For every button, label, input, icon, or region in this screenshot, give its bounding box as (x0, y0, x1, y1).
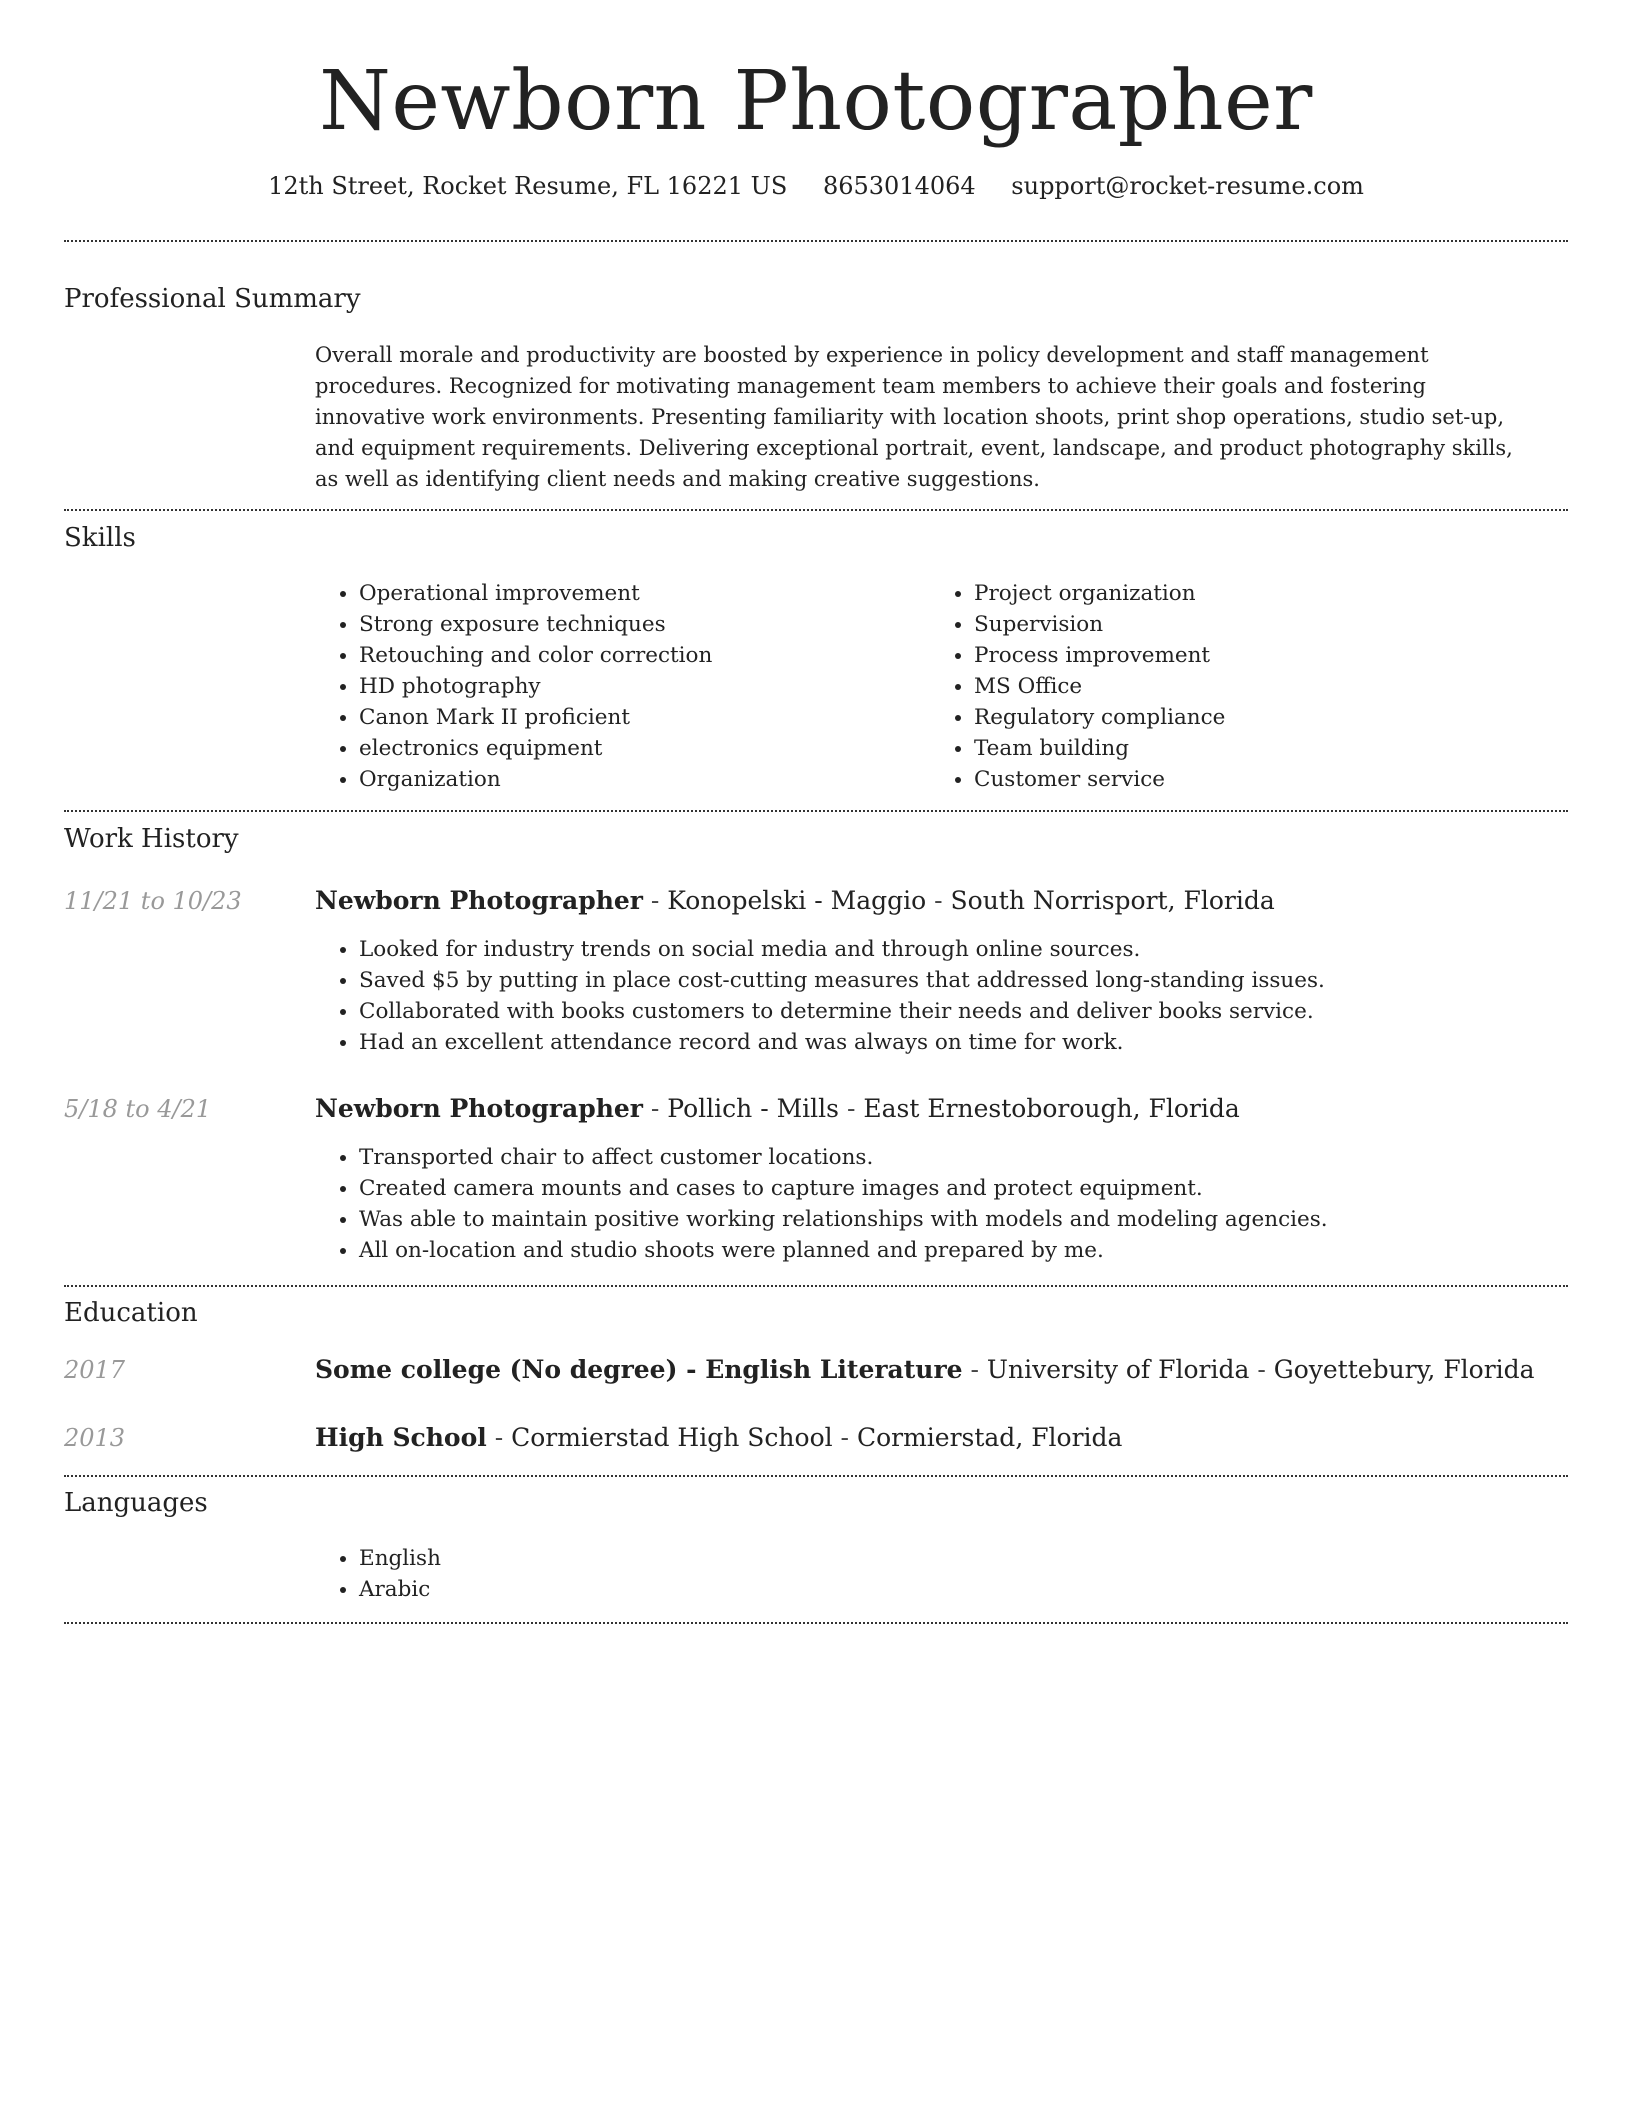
skill-item: • HD photography (359, 671, 915, 702)
language-item: • Arabic (359, 1574, 1525, 1605)
education-year: 2017 (64, 1356, 126, 1384)
skill-item: • Regulatory compliance (974, 702, 1530, 733)
skills-list-right (930, 578, 1530, 795)
languages-list (315, 1543, 1525, 1605)
skill-item: • MS Office (974, 671, 1530, 702)
job-bullets (315, 1142, 1525, 1266)
job-bullet: • All on-location and studio shoots were planned and prepared by me. (359, 1235, 1525, 1266)
education-school: University of Florida (986, 1355, 1250, 1384)
skill-item: • Retouching and color correction (359, 640, 915, 671)
job-heading: Newborn Photographer - Konopelski - Maggio - South Norrisport, Florida (315, 886, 1275, 915)
job-bullet: • Was able to maintain positive working relationships with models and modeling agencies. (359, 1204, 1525, 1235)
job-bullet: • Transported chair to affect customer locations. (359, 1142, 1525, 1173)
skill-item: • Customer service (974, 764, 1530, 795)
section-title-languages: Languages (64, 1488, 208, 1518)
language-item: • English (359, 1543, 1525, 1574)
divider (64, 1622, 1568, 1624)
job-dates: 5/18 to 4/21 (64, 1095, 212, 1123)
skill-item: • Organization (359, 764, 915, 795)
job-role: Newborn Photographer (315, 886, 643, 915)
education-degree: Some college (No degree) - English Literature (315, 1355, 963, 1384)
skill-item: • Operational improvement (359, 578, 915, 609)
education-year: 2013 (64, 1424, 126, 1452)
divider (64, 810, 1568, 812)
job-heading: Newborn Photographer - Pollich - Mills - East Ernestoborough, Florida (315, 1094, 1240, 1123)
skill-item: • Supervision (974, 609, 1530, 640)
section-title-education: Education (64, 1298, 198, 1328)
divider (64, 1475, 1568, 1477)
contact-address: 12th Street, Rocket Resume, FL 16221 US (268, 172, 788, 200)
job-role: Newborn Photographer (315, 1094, 643, 1123)
job-bullet: • Had an excellent attendance record and was always on time for work. (359, 1027, 1525, 1058)
education-degree: High School (315, 1423, 487, 1452)
education-school: Cormierstad High School (511, 1423, 833, 1452)
contact-phone: 8653014064 (822, 172, 976, 200)
section-title-skills: Skills (64, 523, 136, 553)
contact-line (64, 170, 1568, 202)
skills-list-left (315, 578, 915, 795)
candidate-name: Newborn Photographer (319, 54, 1313, 149)
section-title-summary: Professional Summary (64, 284, 361, 314)
job-bullet: • Saved $5 by putting in place cost-cutting measures that addressed long-standing issues. (359, 965, 1525, 996)
contact-email[interactable]: support@rocket-resume.com (1011, 172, 1364, 200)
job-bullet: • Looked for industry trends on social media and through online sources. (359, 934, 1525, 965)
section-title-work: Work History (64, 824, 239, 854)
skill-item: • Canon Mark II proficient (359, 702, 915, 733)
job-dates: 11/21 to 10/23 (64, 887, 242, 915)
education-location: Cormierstad, Florida (856, 1423, 1123, 1452)
education-entry: High School - Cormierstad High School - Cormierstad, Florida (315, 1423, 1123, 1452)
job-company: Pollich - Mills (667, 1094, 840, 1123)
skill-item: • Process improvement (974, 640, 1530, 671)
divider (64, 240, 1568, 242)
education-entry: Some college (No degree) - English Literature - University of Florida - Goyettebury, Florida (315, 1355, 1535, 1384)
skill-item: • Strong exposure techniques (359, 609, 915, 640)
job-bullet: • Collaborated with books customers to determine their needs and deliver books service. (359, 996, 1525, 1027)
job-location: East Ernestoborough, Florida (863, 1094, 1240, 1123)
education-location: Goyettebury, Florida (1273, 1355, 1535, 1384)
summary-text: Overall morale and productivity are boosted by experience in policy development and staff management procedures. Recognized for motivating management team members to achieve their goals and fostering innovative work environments. Presenting familiarity with location shoots, print shop operations, studio set-up, and equipment requirements. Delivering exceptional portrait, event, landscape, and product photography skills, as well as identifying client needs and making creative suggestions. (315, 343, 1513, 491)
skill-item: • Project organization (974, 578, 1530, 609)
job-location: South Norrisport, Florida (950, 886, 1275, 915)
skill-item: • Team building (974, 733, 1530, 764)
skill-item: • electronics equipment (359, 733, 915, 764)
job-bullets (315, 934, 1525, 1058)
divider (64, 509, 1568, 511)
job-bullet: • Created camera mounts and cases to capture images and protect equipment. (359, 1173, 1525, 1204)
job-company: Konopelski - Maggio (667, 886, 927, 915)
divider (64, 1285, 1568, 1287)
